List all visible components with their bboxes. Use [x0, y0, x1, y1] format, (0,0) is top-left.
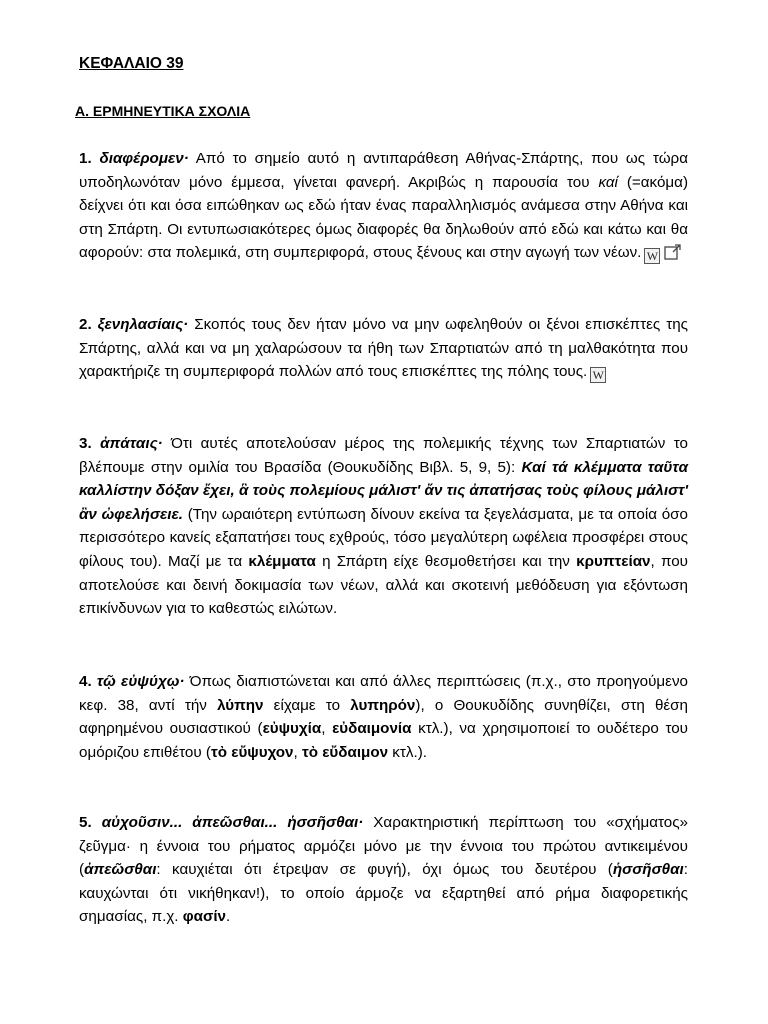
term-auchousin: αὐχοῦσιν... ἀπεῶσθαι... ἡσσῆσθαι·: [101, 814, 364, 831]
brasidas-quote: Καί τά κλέμματα ταῦτα καλλίστην δόξαν ἔχει, ἃ τοὺς πολεμίους μάλιστ' ἄν τις ἀπατήσας τοὺς φίλους μάλιστ' ἂν ὠφελήσειε.: [79, 458, 688, 523]
wikipedia-icon[interactable]: W: [590, 367, 606, 383]
section-title: Α. ΕΡΜΗΝΕΥΤΙΚΑ ΣΧΟΛΙΑ: [75, 103, 251, 119]
paragraph-text: .: [226, 908, 231, 926]
paragraph-number: 4.: [79, 673, 92, 690]
paragraph-1: [79, 147, 688, 265]
bold-word: τὸ εὔψυχον: [210, 743, 294, 761]
paragraph-text: : καυχώνται ότι νικήθηκαν!), το οποίο άρμοζε να εξαρτηθεί από ρήμα διαφορετικής σημασίας, π.χ.: [79, 861, 688, 926]
paragraph-5: [79, 811, 688, 929]
bold-italic-word: ἡσσῆσθαι: [612, 861, 684, 879]
paragraph-number: 5.: [79, 814, 92, 831]
bold-italic-word: ἀπεῶσθαι: [84, 861, 157, 879]
paragraph-text: (Την ωραιότερη εντύπωση δίνουν εκείνα τα ξεγελάσματα, με τα οποία όσο περισσότερο κανείς εξαπατήσει τους εχθρούς, τόσο μεγαλύτερη ωφέλεια προσφέρει στους φίλους του). Μαζί με τα: [79, 505, 688, 570]
paragraph-text: (=ακόμα) δείχνει ότι και όσα ειπώθηκαν ως εδώ ήταν ένας παραλληλισμός ανάμεσα στην Αθήνα και στη Σπάρτη. Οι εντυπωσιακότερες όμως διαφορές θα δηλωθούν από εδώ και κάτω και θα αφορούν: στα πολεμικά, στη συμπεριφορά, στους ξένους και στην αγωγή των νέων.: [79, 173, 689, 262]
term-diapheromen: διαφέρομεν·: [99, 150, 189, 167]
external-link-icon[interactable]: [664, 243, 682, 260]
bold-word: εὐψυχία: [262, 720, 322, 738]
bold-word: λύπην: [217, 696, 264, 714]
term-eupsycho: τῷ εὐψύχῳ·: [96, 673, 185, 690]
paragraph-text: ), ο Θουκυδίδης συνηθίζει, στη θέση αφηρημένου ουσιαστικού (: [79, 696, 689, 738]
paragraph-number: 2.: [79, 316, 92, 333]
paragraph-text: Από το σημείο αυτό η αντιπαράθεση Αθήνας-Σπάρτης, που ως τώρα υποδηλωνόταν μόνο έμμεσα, γίνεται φανερή. Ακριβώς η παρουσία του: [79, 150, 688, 191]
chapter-title: ΚΕΦΑΛΑΙΟ 39: [79, 55, 184, 72]
paragraph-number: 3.: [79, 435, 92, 452]
word-kai: καί: [598, 173, 618, 191]
term-apatais: ἀπάταις·: [100, 435, 163, 452]
paragraph-4: [79, 670, 688, 764]
paragraph-text: η Σπάρτη είχε θεσμοθετήσει και την: [315, 552, 577, 570]
term-xenelasiais: ξενηλασίαις·: [97, 316, 189, 333]
paragraph-text: είχαμε το: [263, 696, 351, 714]
paragraph-text: Χαρακτηριστική περίπτωση του «σχήματος» ζεῦγμα· η έννοια του ρήματος αρμόζει μόνο με την έννοια του πρώτου αντικειμένου (: [79, 814, 688, 879]
paragraph-text: κτλ.), να χρησιμοποιεί το ουδέτερο του ομόριζου επιθέτου (: [79, 720, 688, 761]
bold-word: λυπηρόν: [350, 696, 416, 714]
paragraph-text: Σκοπός τους δεν ήταν μόνο να μην ωφεληθούν οι ξένοι επισκέπτες της Σπάρτης, αλλά και να μη χαλαρώσουν τα ήθη των Σπαρτιατών από τη μαλθακότητα που χαρακτήριζε τη συμπεριφορά πολλών από τους επισκέπτες της πόλης τους.: [79, 316, 688, 381]
paragraph-text: ,: [293, 743, 302, 761]
bold-word: εὐδαιμονία: [332, 720, 412, 738]
paragraph-text: κτλ.).: [388, 743, 427, 761]
paragraph-number: 1.: [79, 150, 92, 167]
paragraph-text: Όπως διαπιστώνεται και από άλλες περιπτώσεις (π.χ., στο προηγούμενο κεφ. 38, αντί τήν: [79, 673, 688, 714]
bold-word: τὸ εὔδαιμον: [301, 743, 389, 761]
paragraph-3: [79, 432, 688, 621]
wikipedia-icon[interactable]: W: [644, 248, 660, 264]
bold-word: φασίν: [182, 908, 227, 926]
paragraph-2: [79, 313, 688, 384]
paragraph-text: ,: [321, 720, 333, 738]
bold-word: κλέμματα: [248, 552, 316, 570]
bold-word: κρυπτείαν: [576, 552, 651, 570]
paragraph-text: : καυχιέται ότι έτρεψαν σε φυγή), όχι όμως του δευτέρου (: [156, 861, 613, 879]
paragraph-text: , που αποτελούσε και δεινή δοκιμασία των νέων, αλλά και σκοτεινή μεθόδευση για εξόντωση επικίνδυνων για το καθεστώς ειλώτων.: [79, 552, 688, 618]
paragraph-text: Ότι αυτές αποτελούσαν μέρος της πολεμικής τέχνης των Σπαρτιατών το βλέπουμε στην ομιλία του Βρασίδα (Θουκυδίδης Βιβλ. 5, 9, 5):: [79, 435, 688, 476]
